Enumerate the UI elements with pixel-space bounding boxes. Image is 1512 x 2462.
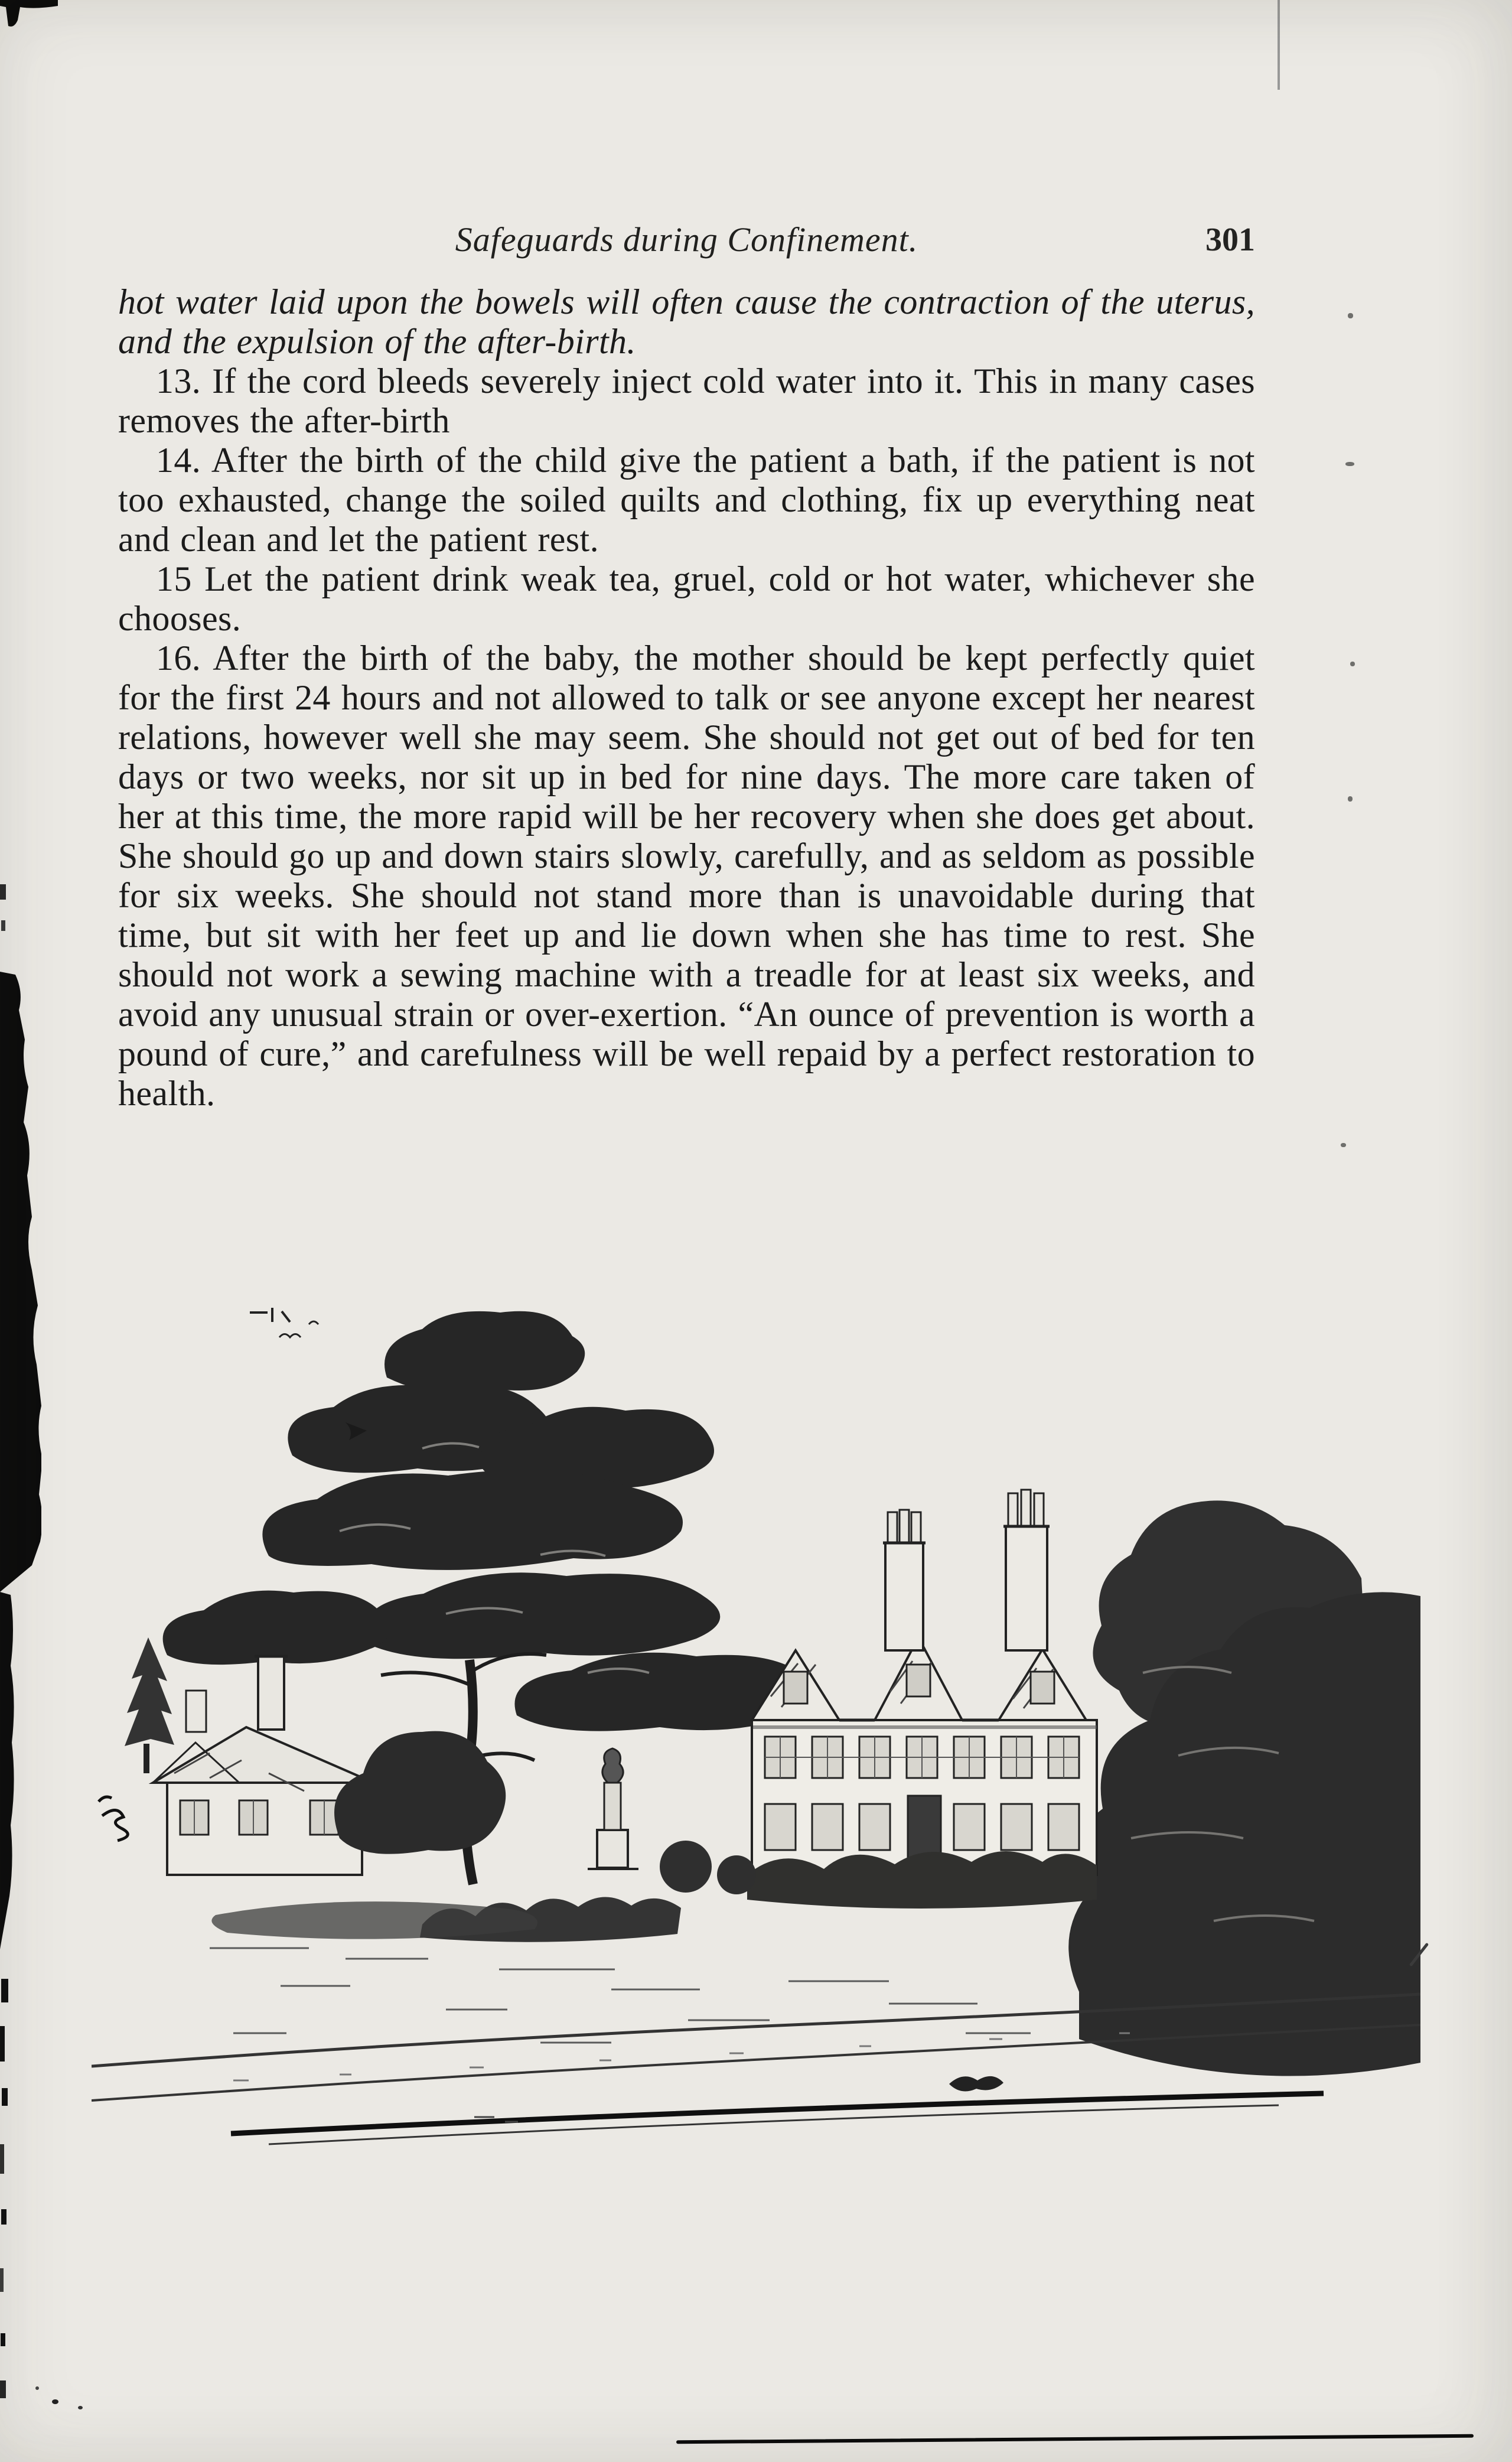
running-title: Safeguards during Confinement. — [455, 220, 918, 259]
scan-speck — [52, 2399, 58, 2404]
paragraph-15: 15 Let the patient drink weak tea, gruel, cold or hot water, whichever she chooses. — [118, 559, 1255, 638]
garden-statue — [588, 1748, 638, 1869]
estate-illustration — [92, 1307, 1420, 2157]
scan-speck — [1348, 796, 1353, 802]
right-shrubbery — [1068, 1500, 1420, 2076]
scan-artifact-bottom-line — [676, 2434, 1474, 2444]
paragraph-16: 16. After the birth of the baby, the mother should be kept perfectly quiet for the first 24 hours and not allowed to talk or see anyone except her nearest relations, however well she may seem. She should not get out of bed for ten days or two weeks, nor sit up in bed for nine days. The more care taken of her at this time, the more rapid will be her recovery when she does get about. She should go up and down stairs slowly, carefully, and as seldom as possible for six weeks. She should not stand more than is unavoidable during that time, but sit with her feet up and lie down when she has time to rest. She should not work a sewing machine with a treadle for at least six weeks, and avoid any unusual strain or over-exertion. “An ounce of prevention is worth a pound of cure,” and carefulness will be well repaid by a perfect restoration to health. — [118, 639, 1255, 1113]
scan-artifact-left-dash — [0, 884, 6, 900]
cottage — [153, 1656, 506, 1875]
paragraph-14: 14. After the birth of the child give the patient a bath, if the patient is not too exhausted, change the soiled quilts and clothing, fix up everything neat and clean and let the patient rest. — [118, 441, 1255, 559]
scan-speck — [78, 2406, 83, 2409]
scan-artifact-top-right-line — [1278, 0, 1280, 90]
scan-speck — [1348, 313, 1353, 318]
scan-speck — [1345, 462, 1354, 466]
margin-squiggle — [99, 1797, 128, 1841]
estate-illustration-svg — [92, 1307, 1420, 2157]
manor-house — [747, 1490, 1097, 1909]
scan-speck — [1350, 662, 1355, 666]
page-number: 301 — [1205, 222, 1255, 258]
scan-speck — [1341, 1143, 1346, 1147]
fir-tree — [125, 1637, 174, 1773]
paragraph-13: 13. If the cord bleeds severely inject cold water into it. This in many cases removes the after-birth — [118, 362, 1255, 440]
paragraph-continuation: hot water laid upon the bowels will often cause the contraction of the uterus, and the expulsion of the after-birth. — [118, 282, 1255, 361]
lawn-strokes — [210, 1948, 1031, 2043]
body-text — [118, 282, 1255, 1113]
sky-marks — [250, 1308, 318, 1337]
scan-speck — [35, 2386, 39, 2390]
scan-artifact-left-dash — [1, 920, 5, 931]
page-header — [118, 220, 1255, 267]
scan-artifact-corner — [0, 0, 71, 35]
scan-artifact-gutter-blob — [0, 963, 41, 2422]
